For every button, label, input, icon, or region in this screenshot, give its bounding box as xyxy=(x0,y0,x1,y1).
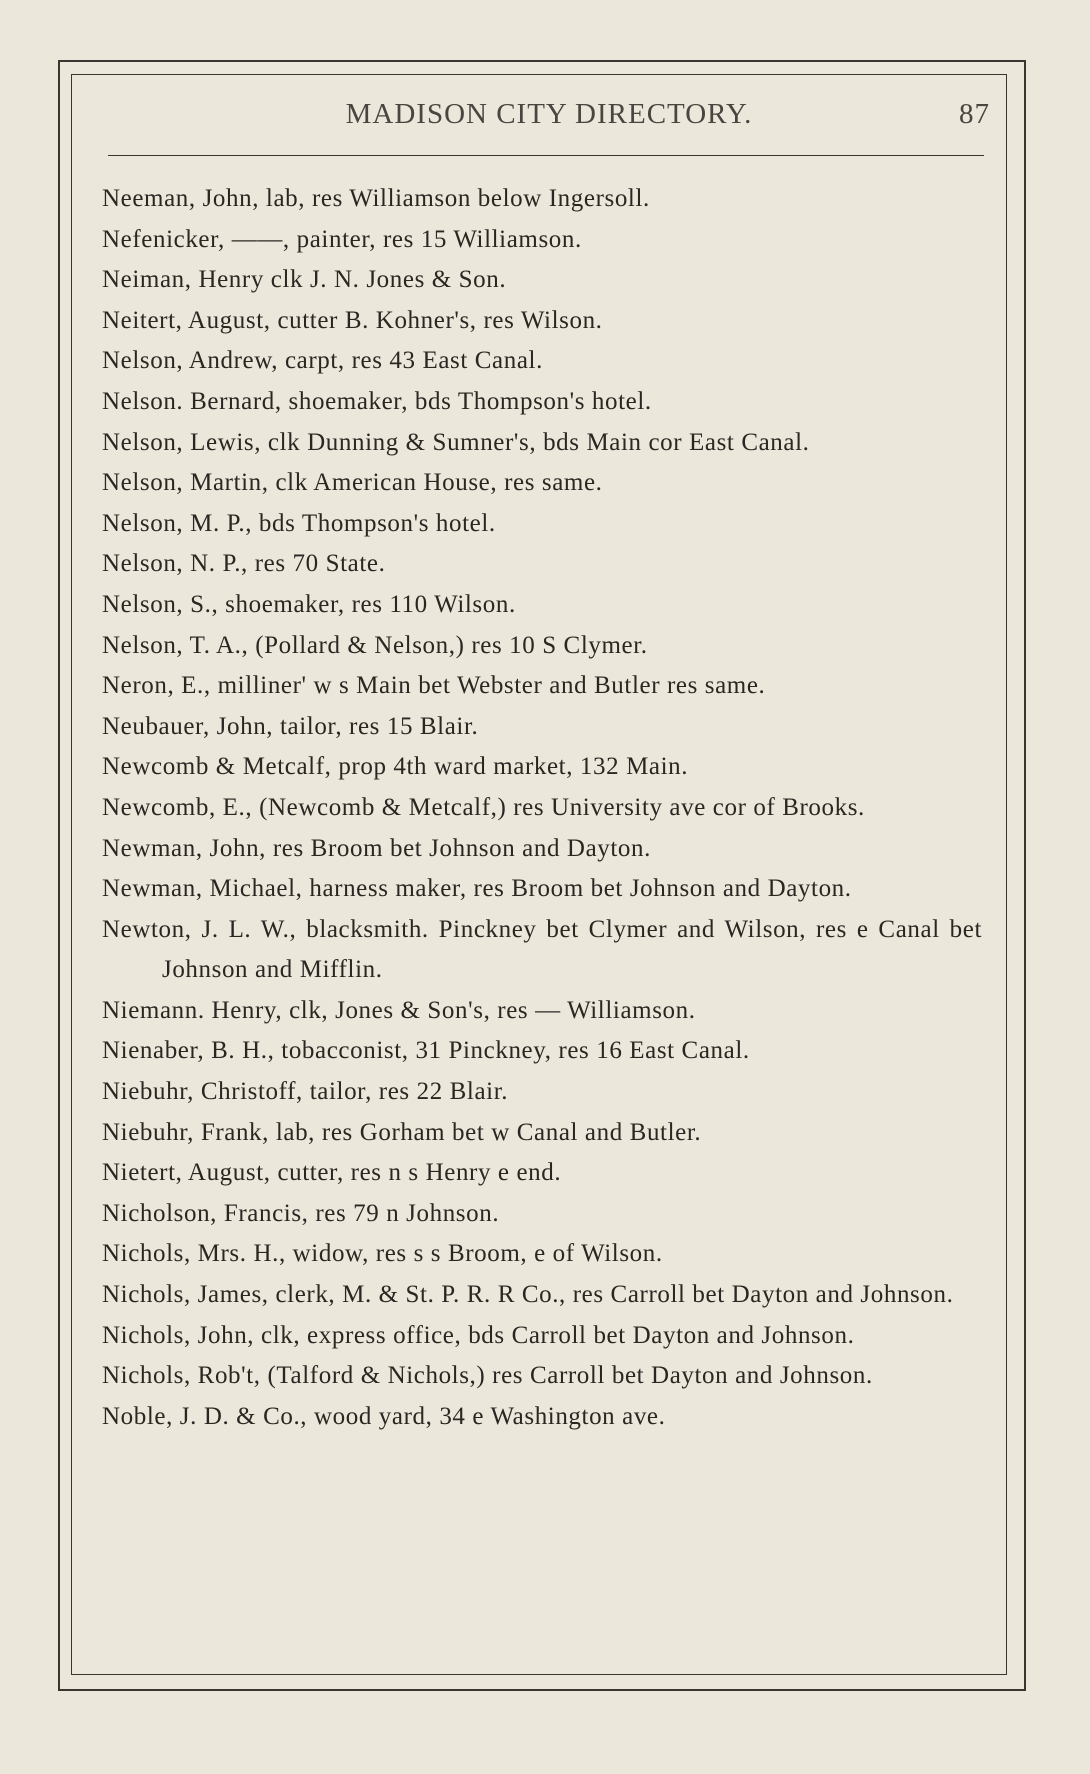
directory-entries xyxy=(102,179,982,1437)
directory-entry: Newcomb & Metcalf, prop 4th ward market, 132 Main. xyxy=(102,753,689,781)
directory-entry: Nietert, August, cutter, res n s Henry e end. xyxy=(102,1159,562,1187)
directory-entry: Nelson, N. P., res 70 State. xyxy=(102,550,386,578)
directory-entry: Nelson, T. A., (Pollard & Nelson,) res 10 S Clymer. xyxy=(102,631,648,659)
directory-entry: Neiman, Henry clk J. N. Jones & Son. xyxy=(102,266,507,294)
directory-entry: Newton, J. L. W., blacksmith. Pinckney bet Clymer and Wilson, res e Canal bet Johnson and Mifflin. xyxy=(102,915,982,984)
directory-entry: Nienaber, B. H., tobacconist, 31 Pinckney, res 16 East Canal. xyxy=(102,1037,750,1065)
directory-entry: Nelson, Andrew, carpt, res 43 East Canal. xyxy=(102,347,543,375)
page-title: MADISON CITY DIRECTORY. xyxy=(345,98,753,130)
directory-entry: Nichols, James, clerk, M. & St. P. R. R Co., res Carroll bet Dayton and Johnson. xyxy=(102,1281,954,1309)
directory-entry: Niemann. Henry, clk, Jones & Son's, res — Williamson. xyxy=(102,996,696,1024)
directory-entry: Nichols, John, clk, express office, bds Carroll bet Dayton and Johnson. xyxy=(102,1321,855,1349)
header-rule xyxy=(108,155,984,156)
directory-entry: Neitert, August, cutter B. Kohner's, res Wilson. xyxy=(102,306,603,334)
directory-entry: Nicholson, Francis, res 79 n Johnson. xyxy=(102,1199,500,1227)
directory-entry: Nichols, Rob't, (Talford & Nichols,) res Carroll bet Dayton and Johnson. xyxy=(102,1362,873,1390)
directory-entry: Niebuhr, Christoff, tailor, res 22 Blair. xyxy=(102,1078,509,1106)
directory-entry: Nelson, Martin, clk American House, res same. xyxy=(102,469,603,497)
directory-entry: Neeman, John, lab, res Williamson below Ingersoll. xyxy=(102,185,650,212)
directory-entry: Newman, Michael, harness maker, res Broom bet Johnson and Dayton. xyxy=(102,875,852,903)
directory-entry: Neron, E., milliner' w s Main bet Webster and Butler res same. xyxy=(102,672,766,700)
directory-entry: Noble, J. D. & Co., wood yard, 34 e Washington ave. xyxy=(102,1402,666,1430)
directory-entry: Nelson, S., shoemaker, res 110 Wilson. xyxy=(102,590,516,618)
directory-entry: Nefenicker, ——, painter, res 15 Williamson. xyxy=(102,225,582,253)
directory-entry: Niebuhr, Frank, lab, res Gorham bet w Canal and Butler. xyxy=(102,1118,702,1146)
directory-entry: Newman, John, res Broom bet Johnson and Dayton. xyxy=(102,834,651,862)
directory-entry: Newcomb, E., (Newcomb & Metcalf,) res University ave cor of Brooks. xyxy=(102,793,865,821)
directory-entry: Nelson, Lewis, clk Dunning & Sumner's, bds Main cor East Canal. xyxy=(102,428,810,456)
page-number: 87 xyxy=(959,98,990,130)
directory-entry: Nelson, M. P., bds Thompson's hotel. xyxy=(102,509,496,537)
directory-entry: Nelson. Bernard, shoemaker, bds Thompson's hotel. xyxy=(102,387,652,415)
running-head xyxy=(108,90,990,140)
directory-entry: Neubauer, John, tailor, res 15 Blair. xyxy=(102,712,479,740)
directory-entry: Nichols, Mrs. H., widow, res s s Broom, e of Wilson. xyxy=(102,1240,663,1268)
